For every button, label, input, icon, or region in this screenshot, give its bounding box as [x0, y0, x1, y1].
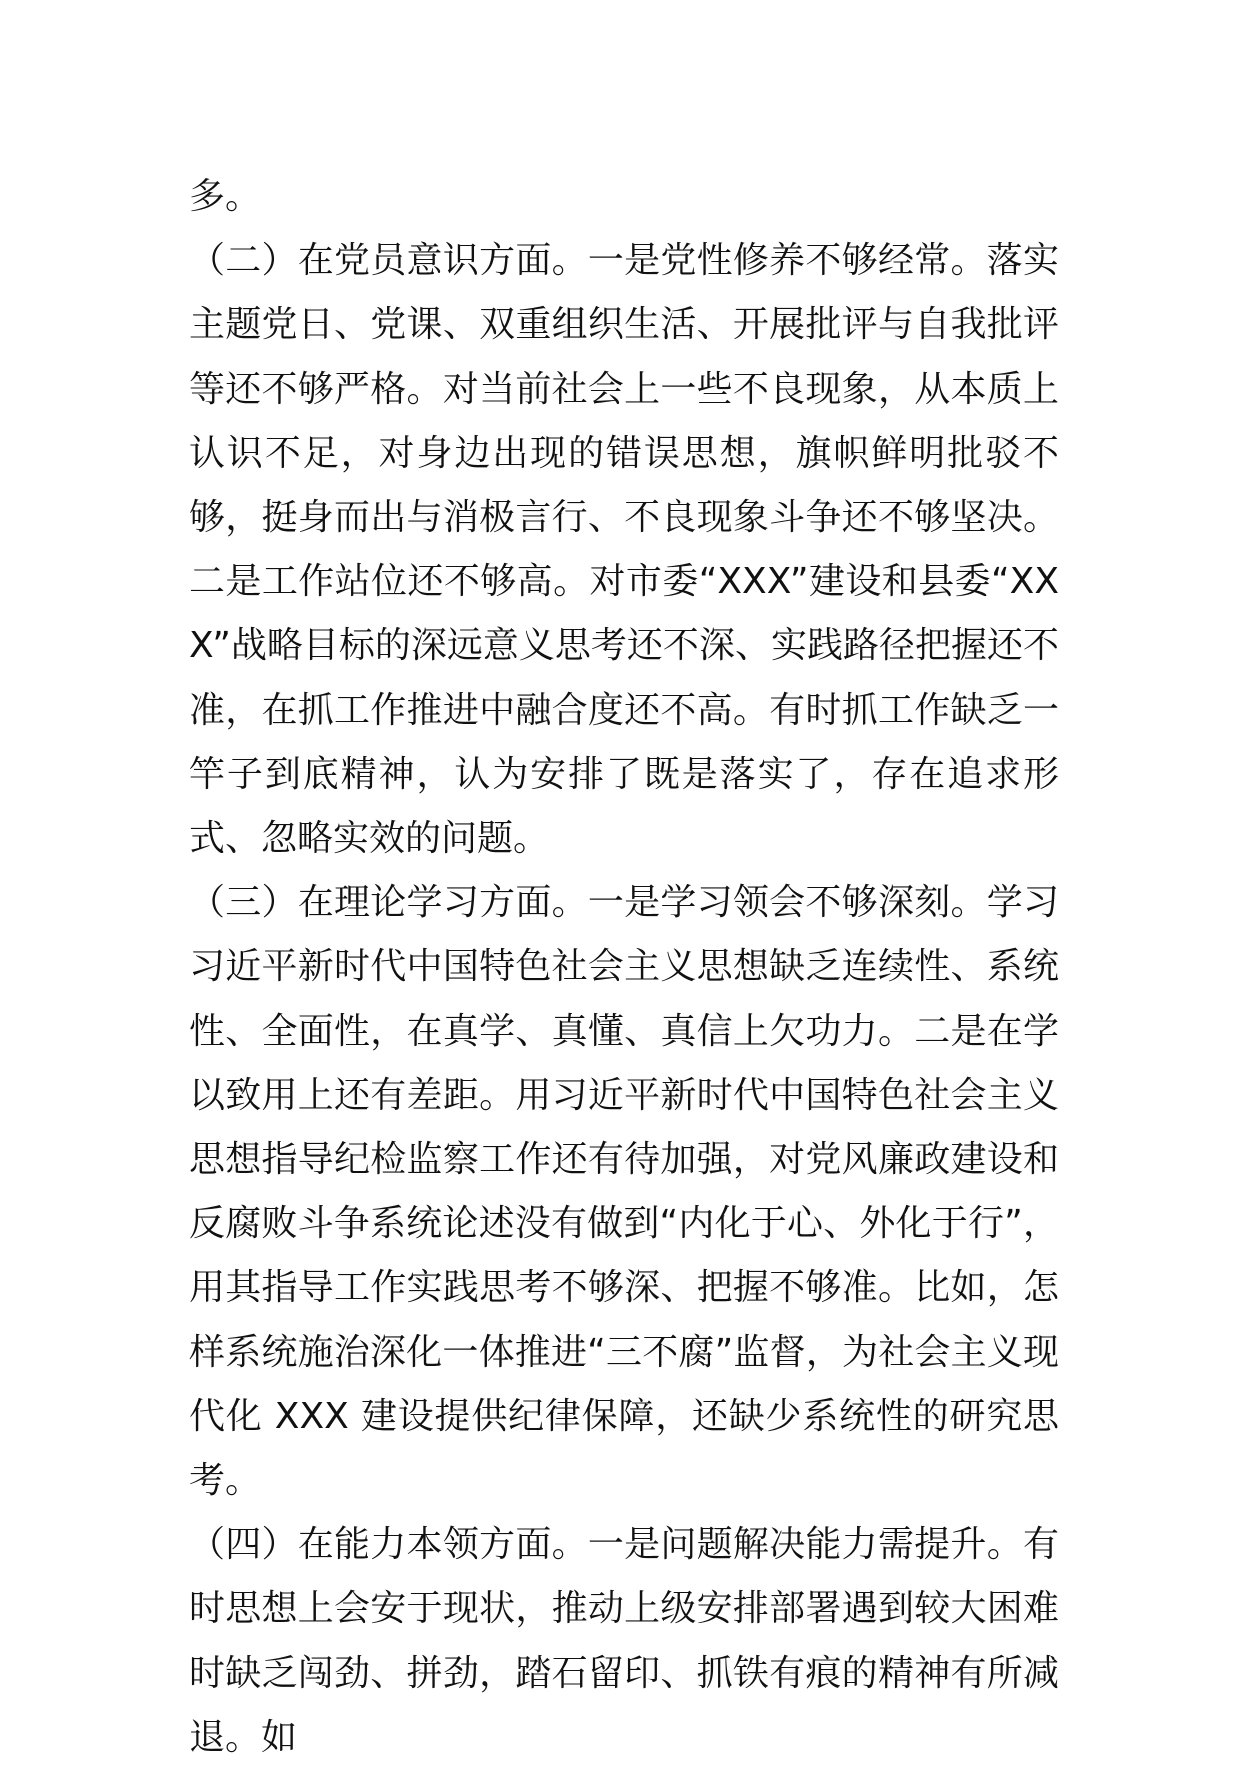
paragraph-theory-study: （三）在理论学习方面。一是学习领会不够深刻。学习习近平新时代中国特色社会主义思想缺乏连续性、系统性、全面性，在真学、真懂、真信上欠功力。二是在学以致用上还有差距。用习近平新时代中国特色社会主义思想指导纪检监察工作还有待加强，对党风廉政建设和反腐败斗争系统论述没有做到“内化于心、外化于行”，用其指导工作实践思考不够深、把握不够准。比如，怎样系统施治深化一体推进“三不腐”监督，为社会主义现代化 XXX 建设提供纪律保障，还缺少系统性的研究思考。	[189, 882, 1059, 1502]
paragraph-continuation: 多。	[189, 176, 262, 217]
paragraph-capability: （四）在能力本领方面。一是问题解决能力需提升。有时思想上会安于现状，推动上级安排部署遇到较大困难时缺乏闯劲、拼劲，踏石留印、抓铁有痕的精神有所减退。如	[189, 1524, 1059, 1758]
document-body	[189, 165, 1059, 1770]
paragraph-party-awareness: （二）在党员意识方面。一是党性修养不够经常。落实主题党日、党课、双重组织生活、开展批评与自我批评等还不够严格。对当前社会上一些不良现象，从本质上认识不足，对身边出现的错误思想，旗帜鲜明批驳不够，挺身而出与消极言行、不良现象斗争还不够坚决。二是工作站位还不够高。对市委“XXX”建设和县委“XXX”战略目标的深远意义思考还不深、实践路径把握还不准，在抓工作推进中融合度还不高。有时抓工作缺乏一竿子到底精神，认为安排了既是落实了，存在追求形式、忽略实效的问题。	[189, 240, 1059, 860]
